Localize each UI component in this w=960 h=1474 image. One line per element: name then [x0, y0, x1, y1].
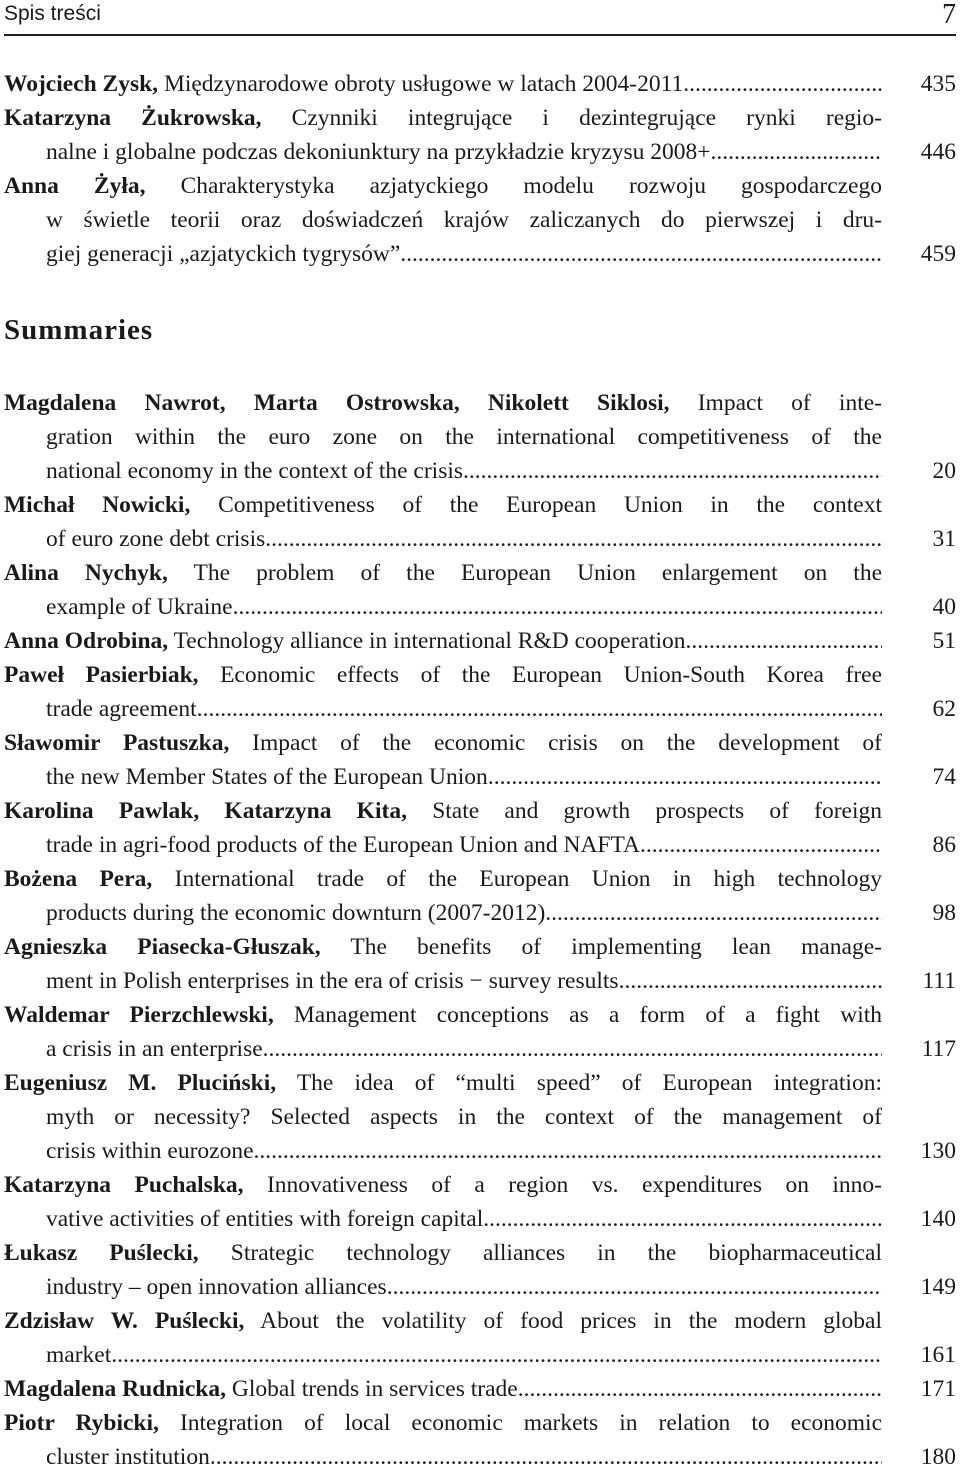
- toc-entry-line: [4, 760, 882, 794]
- dot-leader: [619, 964, 882, 998]
- toc-title-text: Charakterystyka azjatyckiego modelu rozwoju gospodarczego: [180, 173, 882, 199]
- toc-entry-line: [4, 488, 882, 522]
- toc-entry-line: [4, 420, 882, 454]
- toc-title-text: national economy in the context of the crisis: [46, 458, 464, 484]
- toc-entry: [4, 658, 956, 726]
- toc-top-list: [4, 67, 956, 271]
- toc-title-text: Competitiveness of the European Union in the context: [218, 492, 882, 518]
- toc-author: Alina Nychyk,: [4, 560, 168, 586]
- toc-entry-line: [4, 964, 882, 998]
- toc-entry-line: [4, 794, 882, 828]
- toc-title-text: of euro zone debt crisis: [46, 526, 266, 552]
- toc-page-number: 31: [932, 526, 956, 552]
- dot-leader: [387, 1270, 882, 1304]
- toc-title-text: myth or necessity? Selected aspects in the context of the management of: [46, 1104, 882, 1130]
- toc-entry-line: [4, 862, 882, 896]
- toc-page-number: 140: [920, 1206, 956, 1232]
- toc-author: Anna Odrobina,: [4, 628, 169, 654]
- toc-title-text: Economic effects of the European Union-South Korea free: [220, 662, 882, 688]
- toc-title-text: Technology alliance in international R&D cooperation: [173, 628, 686, 654]
- toc-page-number: 149: [920, 1274, 956, 1300]
- toc-title-text: w świetle teorii oraz doświadczeń krajów zaliczanych do pierwszej i dru-: [46, 207, 882, 233]
- toc-author: Karolina Pawlak, Katarzyna Kita,: [4, 798, 407, 824]
- toc-entry: [4, 169, 956, 271]
- header-section-title: Spis treści: [4, 2, 101, 25]
- toc-title-text: Impact of inte-: [697, 390, 882, 416]
- toc-entry: [4, 726, 956, 794]
- toc-page-number: 62: [932, 696, 956, 722]
- toc-entry-line: [4, 1236, 882, 1270]
- toc-author: Anna Żyła,: [4, 173, 146, 199]
- toc-author: Bożena Pera,: [4, 866, 153, 892]
- dot-leader: [545, 896, 882, 930]
- dot-leader: [233, 590, 882, 624]
- toc-entry-line: [4, 1440, 882, 1474]
- toc-title-text: Strategic technology alliances in the biopharmaceutical: [230, 1240, 882, 1266]
- toc-entry-line: [4, 1372, 882, 1406]
- summaries-heading: Summaries: [4, 314, 154, 346]
- toc-entry-line: [4, 1304, 882, 1338]
- toc-title-text: trade agreement: [46, 696, 197, 722]
- toc-title-text: market: [46, 1342, 112, 1368]
- toc-entry-line: [4, 692, 882, 726]
- toc-entry-line: [4, 1406, 882, 1440]
- toc-entry-line: [4, 828, 882, 862]
- toc-entry: [4, 1304, 956, 1372]
- toc-page-number: 446: [920, 139, 956, 165]
- toc-entry-line: [4, 237, 882, 271]
- toc-title-text: vative activities of entities with foreign capital: [46, 1206, 484, 1232]
- toc-page-number: 111: [922, 968, 956, 994]
- toc-author: Agnieszka Piasecka-Głuszak,: [4, 934, 321, 960]
- toc-entry-line: [4, 624, 882, 658]
- toc-entry-line: [4, 1100, 882, 1134]
- running-header: [4, 0, 956, 36]
- toc-title-text: trade in agri-food products of the European Union and NAFTA: [46, 832, 640, 858]
- toc-title-text: the new Member States of the European Union: [46, 764, 488, 790]
- toc-author: Zdzisław W. Puślecki,: [4, 1308, 245, 1334]
- dot-leader: [254, 1134, 882, 1168]
- toc-entry: [4, 1372, 956, 1406]
- dot-leader: [683, 67, 882, 101]
- toc-page-number: 130: [920, 1138, 956, 1164]
- toc-page-number: 161: [920, 1342, 956, 1368]
- dot-leader: [111, 1338, 882, 1372]
- toc-entry-line: [4, 1134, 882, 1168]
- toc-entry: [4, 386, 956, 488]
- dot-leader: [488, 760, 882, 794]
- toc-title-text: Impact of the economic crisis on the development of: [252, 730, 882, 756]
- toc-title-text: International trade of the European Union in high technology: [174, 866, 882, 892]
- toc-entry-line: [4, 101, 882, 135]
- toc-author: Waldemar Pierzchlewski,: [4, 1002, 274, 1028]
- dot-leader: [640, 828, 882, 862]
- toc-entry: [4, 794, 956, 862]
- dot-leader: [483, 1202, 882, 1236]
- toc-title-text: The problem of the European Union enlargement on the: [193, 560, 882, 586]
- toc-author: Piotr Rybicki,: [4, 1410, 159, 1436]
- toc-entry: [4, 930, 956, 998]
- toc-entry: [4, 1406, 956, 1474]
- toc-title-text: About the volatility of food prices in the modern global: [260, 1308, 882, 1334]
- toc-page-number: 74: [932, 764, 956, 790]
- toc-entry-line: [4, 67, 882, 101]
- toc-title-text: gration within the euro zone on the international competitiveness of the: [46, 424, 882, 450]
- toc-title-text: The idea of “multi speed” of European integration:: [296, 1070, 882, 1096]
- toc-entry: [4, 67, 956, 101]
- header-page-number: 7: [942, 0, 956, 30]
- summaries-list: [4, 386, 956, 1474]
- toc-entry-line: [4, 1066, 882, 1100]
- toc-title-text: Management conceptions as a form of a fight with: [293, 1002, 882, 1028]
- toc-entry-line: [4, 1338, 882, 1372]
- toc-page-number: 459: [920, 241, 956, 267]
- toc-entry-line: [4, 454, 882, 488]
- toc-title-text: example of Ukraine: [46, 594, 233, 620]
- toc-entry-line: [4, 135, 882, 169]
- toc-entry-line: [4, 169, 882, 203]
- toc-entry: [4, 1066, 956, 1168]
- toc-entry-line: [4, 1168, 882, 1202]
- toc-title-text: Innovativeness of a region vs. expenditures on inno-: [266, 1172, 882, 1198]
- toc-entry-line: [4, 386, 882, 420]
- toc-author: Paweł Pasierbiak,: [4, 662, 199, 688]
- toc-title-text: crisis within eurozone: [46, 1138, 254, 1164]
- toc-entry-line: [4, 930, 882, 964]
- toc-title-text: Global trends in services trade: [231, 1376, 518, 1402]
- toc-title-text: ment in Polish enterprises in the era of crisis − survey results: [46, 968, 619, 994]
- toc-author: Eugeniusz M. Pluciński,: [4, 1070, 277, 1096]
- toc-entry: [4, 101, 956, 169]
- toc-entry-line: [4, 998, 882, 1032]
- toc-entry: [4, 624, 956, 658]
- toc-author: Wojciech Zysk,: [4, 71, 159, 97]
- dot-leader: [686, 624, 882, 658]
- toc-title-text: industry – open innovation alliances: [46, 1274, 387, 1300]
- toc-author: Sławomir Pastuszka,: [4, 730, 230, 756]
- toc-author: Magdalena Rudnicka,: [4, 1376, 226, 1402]
- toc-page-number: 98: [932, 900, 956, 926]
- toc-entry: [4, 1168, 956, 1236]
- dot-leader: [263, 1032, 882, 1066]
- toc-author: Katarzyna Puchalska,: [4, 1172, 244, 1198]
- toc-entry-line: [4, 658, 882, 692]
- toc-page-number: 40: [932, 594, 956, 620]
- toc-title-text: products during the economic downturn (2007-2012): [46, 900, 546, 926]
- toc-title-text: Międzynarodowe obroty usługowe w latach 2004-2011: [163, 71, 684, 97]
- toc-author: Katarzyna Żukrowska,: [4, 105, 262, 131]
- toc-title-text: nalne i globalne podczas dekoniunktury na przykładzie kryzysu 2008+: [46, 139, 711, 165]
- toc-page-number: 435: [920, 71, 956, 97]
- toc-entry-line: [4, 1032, 882, 1066]
- toc-entry: [4, 488, 956, 556]
- toc-title-text: a crisis in an enterprise: [46, 1036, 263, 1062]
- dot-leader: [518, 1372, 882, 1406]
- dot-leader: [265, 522, 882, 556]
- toc-page-number: 180: [920, 1444, 956, 1470]
- toc-entry-line: [4, 556, 882, 590]
- toc-entry: [4, 556, 956, 624]
- dot-leader: [197, 692, 882, 726]
- toc-entry: [4, 862, 956, 930]
- toc-entry-line: [4, 726, 882, 760]
- dot-leader: [711, 135, 882, 169]
- toc-entry: [4, 1236, 956, 1304]
- toc-entry-line: [4, 1202, 882, 1236]
- toc-page-number: 51: [932, 628, 956, 654]
- toc-title-text: The benefits of implementing lean manage-: [350, 934, 882, 960]
- toc-entry-line: [4, 1270, 882, 1304]
- toc-entry-line: [4, 896, 882, 930]
- toc-title-text: giej generacji „azjatyckich tygrysów”: [46, 241, 401, 267]
- toc-entry-line: [4, 203, 882, 237]
- dot-leader: [400, 237, 882, 271]
- dot-leader: [463, 454, 882, 488]
- toc-author: Michał Nowicki,: [4, 492, 191, 518]
- toc-page-number: 86: [932, 832, 956, 858]
- toc-entry: [4, 998, 956, 1066]
- toc-entry-line: [4, 590, 882, 624]
- toc-author: Łukasz Puślecki,: [4, 1240, 199, 1266]
- dot-leader: [210, 1440, 882, 1474]
- toc-title-text: cluster institution: [46, 1444, 210, 1470]
- toc-page-number: 117: [921, 1036, 956, 1062]
- toc-page-number: 171: [920, 1376, 956, 1402]
- toc-title-text: State and growth prospects of foreign: [432, 798, 882, 824]
- toc-author: Magdalena Nawrot, Marta Ostrowska, Nikolett Siklosi,: [4, 390, 670, 416]
- toc-page-number: 20: [932, 458, 956, 484]
- toc-title-text: Integration of local economic markets in relation to economic: [179, 1410, 882, 1436]
- toc-entry-line: [4, 522, 882, 556]
- toc-title-text: Czynniki integrujące i dezintegrujące rynki regio-: [291, 105, 882, 131]
